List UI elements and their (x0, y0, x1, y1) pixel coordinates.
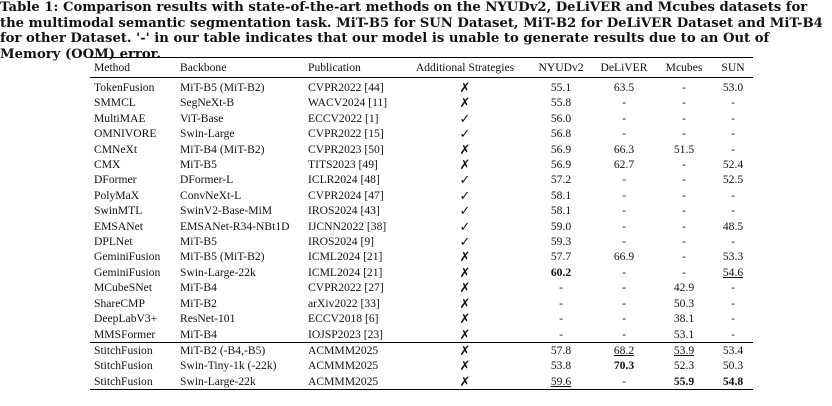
nyudv2-cell: 59.6 (529, 374, 593, 390)
table-row (90, 188, 753, 203)
deliver-cell: 66.3 (613, 142, 635, 156)
method-cell: CMNeXt (94, 142, 138, 156)
method-cell: SMMCL (94, 96, 136, 110)
publication-cell: ICLR2024 [48] (308, 173, 380, 187)
strategy-cell: ✗ (401, 342, 529, 358)
strategy-cell: ✓ (459, 172, 471, 188)
table-row (90, 142, 753, 157)
strategy-cell: ✗ (459, 157, 471, 173)
sun-cell: 54.6 (722, 265, 744, 279)
deliver-cell: - (622, 204, 626, 218)
method-cell: MCubeSNet (94, 281, 152, 295)
header-publication: Publication (304, 58, 401, 78)
method-cell: SwinMTL (94, 204, 143, 218)
strategy-cell: ✗ (459, 311, 471, 327)
strategy-cell: ✓ (459, 234, 471, 250)
nyudv2-cell: 56.9 (550, 142, 572, 156)
sun-cell: - (731, 327, 735, 341)
strategy-cell: ✗ (459, 95, 471, 111)
strategy-cell: ✓ (459, 110, 471, 126)
header-additional-strategies: Additional Strategies (401, 58, 529, 78)
strategy-cell: ✗ (459, 358, 471, 374)
backbone-cell: MiT-B4 (180, 281, 217, 295)
mcubes-cell: - (682, 173, 686, 187)
strategy-cell: ✗ (459, 141, 471, 157)
deliver-cell: 70.3 (613, 359, 635, 373)
sun-cell: - (731, 142, 735, 156)
deliver-cell: 66.9 (613, 250, 635, 264)
strategy-cell: ✗ (459, 280, 471, 296)
header-row (90, 58, 753, 78)
publication-cell: CVPR2023 [50] (308, 142, 384, 156)
sun-cell: - (731, 312, 735, 326)
backbone-cell: SwinV2-Base-MiM (180, 204, 273, 218)
backbone-cell: Swin-Large-22k (176, 374, 304, 390)
method-cell: CMX (94, 158, 121, 172)
backbone-cell: MiT-B4 (180, 327, 217, 341)
backbone-cell: ConvNeXt-L (180, 188, 242, 202)
method-cell: ShareCMP (94, 296, 145, 310)
nyudv2-cell: 58.1 (550, 204, 572, 218)
table-row (90, 111, 753, 126)
sun-cell: 48.5 (722, 219, 744, 233)
sun-cell: 52.4 (722, 158, 744, 172)
backbone-cell: MiT-B5 (180, 235, 217, 249)
method-cell: GeminiFusion (94, 265, 161, 279)
backbone-cell: EMSANet-R34-NBt1D (180, 219, 290, 233)
strategy-cell: ✓ (459, 203, 471, 219)
sun-cell: 53.0 (722, 81, 744, 94)
backbone-cell: MiT-B4 (MiT-B2) (180, 142, 265, 156)
backbone-cell: MiT-B5 (MiT-B2) (180, 81, 265, 94)
deliver-cell: - (622, 296, 626, 310)
deliver-cell: - (622, 281, 626, 295)
mcubes-cell: 38.1 (673, 312, 695, 326)
publication-cell: ECCV2022 [1] (308, 111, 379, 125)
mcubes-cell: - (682, 81, 686, 94)
mcubes-cell: 53.1 (673, 327, 695, 341)
publication-cell: IROS2024 [9] (308, 235, 375, 249)
mcubes-cell: 53.9 (655, 342, 713, 358)
table-row (90, 311, 753, 326)
sun-cell: - (731, 188, 735, 202)
caption-label: Table 1: (0, 0, 59, 15)
strategy-cell: ✗ (459, 264, 471, 280)
backbone-cell: Swin-Tiny-1k (-22k) (180, 359, 277, 373)
backbone-cell: SegNeXt-B (180, 96, 235, 110)
sun-cell: 53.4 (713, 342, 753, 358)
sun-cell: 54.8 (713, 374, 753, 390)
method-cell: DeepLabV3+ (94, 312, 158, 326)
nyudv2-cell: 55.1 (550, 81, 572, 94)
mcubes-cell: - (682, 265, 686, 279)
table-row (90, 296, 753, 311)
deliver-cell: - (622, 111, 626, 125)
baseline-rows (90, 78, 753, 343)
publication-cell: ACMMM2025 (304, 342, 401, 358)
sun-cell: - (731, 296, 735, 310)
mcubes-cell: 51.5 (673, 142, 695, 156)
mcubes-cell: 50.3 (673, 296, 695, 310)
table-caption (0, 0, 832, 62)
mcubes-cell: - (682, 235, 686, 249)
deliver-cell: - (622, 327, 626, 341)
header-backbone: Backbone (176, 58, 304, 78)
publication-cell: WACV2024 [11] (308, 96, 388, 110)
strategy-cell: ✓ (459, 126, 471, 142)
table-row (90, 265, 753, 280)
nyudv2-cell: - (559, 296, 563, 310)
table-row (90, 327, 753, 343)
header-mcubes: Mcubes (655, 58, 713, 78)
nyudv2-cell: 59.0 (550, 219, 572, 233)
publication-cell: CVPR2022 [27] (308, 281, 384, 295)
backbone-cell: ViT-Base (180, 111, 224, 125)
caption-text: Comparison results with state-of-the-art methods on the NYUDv2, DeLiVER and Mcubes datasets for the multimodal semantic segmentation task. MiT-B5 for SUN Dataset, MiT-B2 for DeLiVER Dataset and MiT-B4 for other Dataset. '-' in our table indicates that our model is unable to generate results due to an Out of Memory (OOM) error. (0, 0, 823, 62)
backbone-cell: ResNet-101 (180, 312, 236, 326)
publication-cell: IJCNN2022 [38] (308, 219, 387, 233)
publication-cell: ICML2024 [21] (308, 265, 383, 279)
nyudv2-cell: 59.3 (550, 235, 572, 249)
publication-cell: ACMMM2025 (304, 374, 401, 390)
backbone-cell: Swin-Large-22k (180, 265, 256, 279)
deliver-cell: - (622, 265, 626, 279)
strategy-cell: ✓ (459, 187, 471, 203)
table-row (90, 172, 753, 187)
header-nyudv2: NYUDv2 (529, 58, 593, 78)
table-row (90, 280, 753, 295)
table-row (90, 219, 753, 234)
strategy-cell: ✗ (401, 374, 529, 390)
publication-cell: CVPR2022 [15] (308, 127, 384, 141)
nyudv2-cell: 56.0 (550, 111, 572, 125)
table-row (90, 95, 753, 110)
method-cell: OMNIVORE (94, 127, 157, 141)
deliver-cell: 68.2 (593, 342, 655, 358)
strategy-cell: ✗ (459, 249, 471, 265)
strategy-cell: ✗ (459, 80, 471, 95)
publication-cell: CVPR2022 [44] (308, 81, 384, 94)
sun-cell: 52.5 (722, 173, 744, 187)
backbone-cell: MiT-B2 (180, 296, 217, 310)
method-cell: StitchFusion (94, 359, 153, 373)
results-table (90, 57, 753, 390)
nyudv2-cell: 55.8 (550, 96, 572, 110)
mcubes-cell: - (682, 204, 686, 218)
backbone-cell: MiT-B2 (-B4,-B5) (176, 342, 304, 358)
table-row (90, 126, 753, 141)
nyudv2-cell: - (559, 281, 563, 295)
mcubes-cell: - (682, 188, 686, 202)
sun-cell: - (731, 281, 735, 295)
deliver-cell: - (622, 235, 626, 249)
nyudv2-cell: 57.2 (550, 173, 572, 187)
table-row (90, 157, 753, 172)
nyudv2-cell: 56.9 (550, 158, 572, 172)
publication-cell: CVPR2024 [47] (308, 188, 384, 202)
table-row (90, 342, 753, 358)
deliver-cell: - (622, 188, 626, 202)
method-cell: EMSANet (94, 219, 143, 233)
sun-cell: - (731, 235, 735, 249)
publication-cell: IROS2024 [43] (308, 204, 380, 218)
table-row (90, 78, 753, 96)
stitchfusion-rows (90, 342, 753, 389)
method-cell: GeminiFusion (94, 250, 161, 264)
nyudv2-cell: 57.8 (529, 342, 593, 358)
sun-cell: - (731, 96, 735, 110)
mcubes-cell: - (682, 96, 686, 110)
mcubes-cell: - (682, 158, 686, 172)
method-cell: DFormer (94, 173, 137, 187)
backbone-cell: MiT-B5 (MiT-B2) (180, 250, 265, 264)
table-row (90, 249, 753, 264)
deliver-cell: - (622, 127, 626, 141)
deliver-cell: 63.5 (613, 81, 635, 94)
deliver-cell: - (622, 219, 626, 233)
nyudv2-cell: 56.8 (550, 127, 572, 141)
mcubes-cell: 55.9 (655, 374, 713, 390)
strategy-cell: ✓ (459, 218, 471, 234)
header-method: Method (90, 58, 176, 78)
publication-cell: ICML2024 [21] (308, 250, 383, 264)
publication-cell: arXiv2022 [33] (308, 296, 380, 310)
publication-cell: TITS2023 [49] (308, 158, 378, 172)
backbone-cell: MiT-B5 (180, 158, 217, 172)
nyudv2-cell: 57.7 (550, 250, 572, 264)
table-row (90, 203, 753, 218)
mcubes-cell: - (682, 111, 686, 125)
deliver-cell: - (593, 374, 655, 390)
deliver-cell: 62.7 (613, 158, 635, 172)
mcubes-cell: 52.3 (673, 359, 695, 373)
strategy-cell: ✗ (459, 295, 471, 311)
mcubes-cell: - (682, 127, 686, 141)
method-cell: StitchFusion (90, 342, 176, 358)
deliver-cell: - (622, 173, 626, 187)
sun-cell: 53.3 (722, 250, 744, 264)
method-cell: MMSFormer (94, 327, 156, 341)
strategy-cell: ✗ (459, 326, 471, 342)
nyudv2-cell: - (559, 312, 563, 326)
method-cell: PolyMaX (94, 188, 140, 202)
sun-cell: - (731, 204, 735, 218)
publication-cell: ACMMM2025 (308, 359, 379, 373)
nyudv2-cell: 58.1 (550, 188, 572, 202)
table-row (90, 234, 753, 249)
header-deliver: DeLiVER (593, 58, 655, 78)
method-cell: StitchFusion (90, 374, 176, 390)
backbone-cell: Swin-Large (180, 127, 235, 141)
nyudv2-cell: 60.2 (550, 265, 572, 279)
nyudv2-cell: - (559, 327, 563, 341)
deliver-cell: - (622, 96, 626, 110)
sun-cell: 50.3 (722, 359, 744, 373)
deliver-cell: - (622, 312, 626, 326)
sun-cell: - (731, 127, 735, 141)
mcubes-cell: - (682, 219, 686, 233)
table-row (90, 374, 753, 390)
mcubes-cell: - (682, 250, 686, 264)
method-cell: MultiMAE (94, 111, 146, 125)
method-cell: DPLNet (94, 235, 133, 249)
mcubes-cell: 42.9 (673, 281, 695, 295)
sun-cell: - (731, 111, 735, 125)
publication-cell: IOJSP2023 [23] (308, 327, 384, 341)
nyudv2-cell: 53.8 (550, 359, 572, 373)
header-sun: SUN (713, 58, 753, 78)
backbone-cell: DFormer-L (180, 173, 234, 187)
publication-cell: ECCV2018 [6] (308, 312, 379, 326)
method-cell: TokenFusion (94, 81, 155, 94)
table-row (90, 358, 753, 373)
